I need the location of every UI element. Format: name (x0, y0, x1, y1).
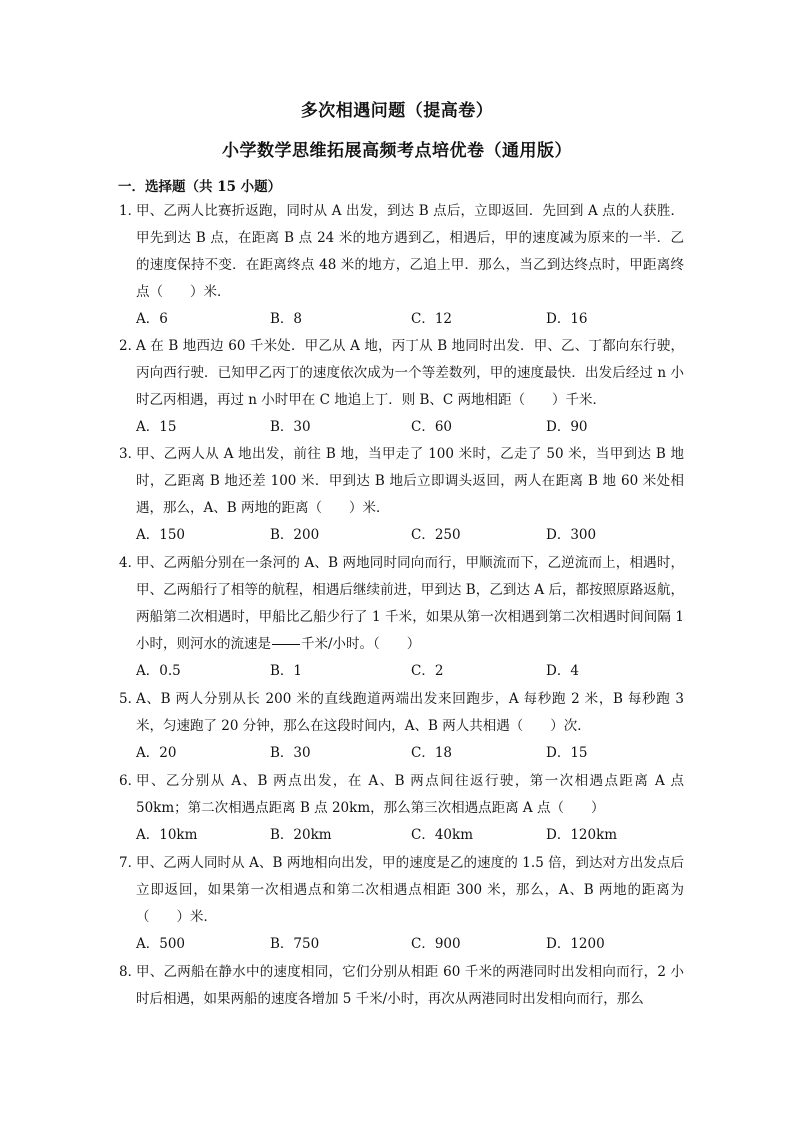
question-options (136, 658, 684, 685)
question-7 (119, 850, 684, 958)
question-stem: 甲、乙两船在静水中的速度相同，它们分别从相距 60 千米的两港同时出发相向而行，2 小时后相遇，如果两船的速度各增加 5 千米/小时，再次从两港同时出发相向而行，那么 (136, 964, 684, 1007)
question-number: 7． (119, 855, 142, 871)
document-title: 多次相遇问题（提高卷） (300, 101, 494, 121)
question-8 (119, 959, 684, 1013)
question-number: 5． (119, 691, 142, 707)
question-stem (136, 550, 684, 658)
question-options (136, 522, 684, 549)
question-options (136, 414, 684, 441)
question-stem: 甲、乙两人比赛折返跑，同时从 A 出发，到达 B 点后，立即返回．先回到 A 点的人获胜．甲先到达 B 点，在距离 B 点 24 米的地方遇到乙，相遇后，甲的速度减为原来的一半．乙的速度保持不变．在距离终点 48 米的地方，乙追上甲．那么，当乙到达终点时，甲距离终点（ ）米． (136, 203, 684, 300)
question-stem: 甲、乙两人同时从 A、B 两地相向出发，甲的速度是乙的速度的 1.5 倍，到达对方出发点后立即返回，如果第一次相遇点和第二次相遇点相距 300 米，那么，A、B 两地的距离为（ ）米． (136, 855, 684, 925)
option-a: A．150 (136, 527, 186, 543)
question-options (136, 306, 684, 333)
option-a: A．10km (136, 827, 198, 843)
answer-blank (272, 643, 300, 645)
section-heading: 一．选择题（共 15 小题） (118, 179, 282, 195)
option-d: D．120km (546, 827, 618, 843)
option-d: D．1200 (546, 936, 605, 952)
option-a: A．15 (136, 419, 177, 435)
option-d: D．15 (546, 745, 588, 761)
question-2 (119, 333, 684, 441)
option-a: A．500 (136, 936, 186, 952)
question-stem: 甲、乙两人从 A 地出发，前往 B 地，当甲走了 100 米时，乙走了 50 米，当甲到达 B 地时，乙距离 B 地还差 100 米．甲到达 B 地后立即调头返回，两人在距离 B 地 60 米处相遇，那么，A、B 两地的距离（ ）米． (136, 446, 684, 516)
option-d: D．300 (546, 527, 597, 543)
option-c: C．2 (411, 663, 444, 679)
question-number: 4． (119, 555, 142, 571)
question-6 (119, 768, 684, 849)
option-b: B．750 (270, 936, 320, 952)
option-b: B．20km (270, 827, 332, 843)
option-c: C．250 (411, 527, 461, 543)
option-c: C．40km (411, 827, 473, 843)
stem-text-after: 千米/小时。（ ） (301, 636, 421, 652)
question-number: 3． (119, 446, 142, 462)
option-b: B．30 (270, 745, 311, 761)
question-4 (119, 550, 684, 685)
question-5 (119, 686, 684, 767)
stem-text: 甲、乙两船分别在一条河的 A、B 两地同时同向而行，甲顺流而下，乙逆流而上，相遇时，甲、乙两船行了相等的航程，相遇后继续前进，甲到达 B，乙到达 A 后，都按照原路返航，两船第二次相遇时，甲船比乙船少行了 1 千米，如果从第一次相遇到第二次相遇时间间隔 1 小时，则河水的流速是 (136, 555, 684, 652)
question-stem: A、B 两人分别从长 200 米的直线跑道两端出发来回跑步，A 每秒跑 2 米，B 每秒跑 3 米，匀速跑了 20 分钟，那么在这段时间内，A、B 两人共相遇（ ）次． (136, 691, 684, 734)
option-d: D．4 (546, 663, 579, 679)
question-3 (119, 441, 684, 549)
document-subtitle: 小学数学思维拓展高频考点培优卷（通用版） (222, 141, 572, 161)
option-b: B．1 (270, 663, 303, 679)
option-d: D．16 (546, 311, 588, 327)
question-options (136, 931, 684, 958)
question-stem: A 在 B 地西边 60 千米处．甲乙从 A 地，丙丁从 B 地同时出发．甲、乙、丁都向东行驶，丙向西行驶．已知甲乙丙丁的速度依次成为一个等差数列，甲的速度最快．出发后经过 n 小时乙丙相遇，再过 n 小时甲在 C 地追上丁．则 B、C 两地相距（ ）千米． (136, 338, 684, 408)
question-options (136, 822, 684, 849)
option-b: B．200 (270, 527, 320, 543)
option-b: B．8 (270, 311, 303, 327)
option-a: A．0.5 (136, 663, 181, 679)
option-c: C．60 (411, 419, 453, 435)
question-options (136, 740, 684, 767)
option-a: A．20 (136, 745, 177, 761)
option-a: A．6 (136, 311, 168, 327)
option-c: C．12 (411, 311, 453, 327)
question-1 (119, 198, 684, 333)
question-number: 6． (119, 773, 142, 789)
question-number: 8． (119, 964, 142, 980)
option-d: D．90 (546, 419, 588, 435)
option-b: B．30 (270, 419, 311, 435)
option-c: C．900 (411, 936, 461, 952)
question-number: 2． (119, 338, 142, 354)
question-stem: 甲、乙分别从 A、B 两点出发，在 A、B 两点间往返行驶，第一次相遇点距离 A 点 50km；第二次相遇点距离 B 点 20km，那么第三次相遇点距离 A 点（ ） (136, 773, 684, 816)
option-c: C．18 (411, 745, 453, 761)
question-number: 1． (119, 203, 142, 219)
